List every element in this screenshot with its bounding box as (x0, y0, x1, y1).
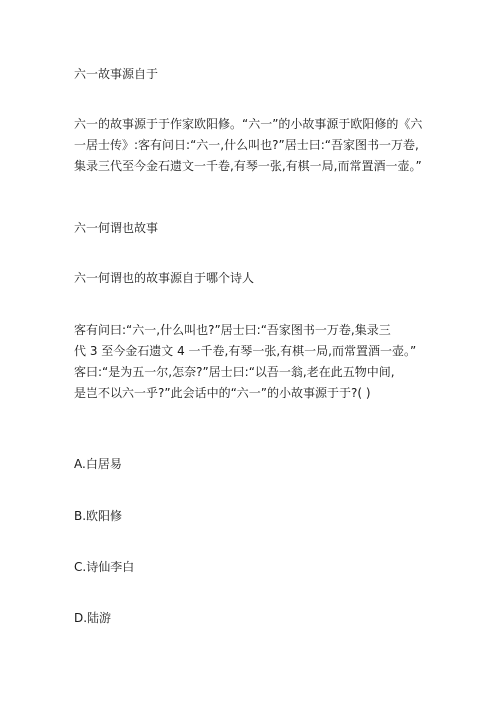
heading-story-text: 六一何谓也故事 (74, 221, 159, 235)
heading-poet-question-text: 六一何谓也的故事源自于哪个诗人 (74, 271, 255, 285)
option-a (74, 454, 430, 475)
paragraph-line: 代 3 至今金石遗文 4 一千卷,有琴一张,有棋一局,而常置酒一壶。” (74, 344, 417, 358)
heading-origin (74, 64, 430, 85)
paragraph-line: 是岂不以六一乎?”此会话中的“六一”的小故事源于于?( ) (74, 386, 371, 400)
option-c (74, 557, 430, 578)
heading-origin-text: 六一故事源自于 (74, 67, 159, 81)
paragraph-line: 一居士传》:客有问日:“六一,什么叫也?”居士曰:“吾家图书一万卷, (74, 138, 419, 152)
option-c-text: C.诗仙李白 (74, 560, 135, 574)
option-a-text: A.白居易 (74, 457, 122, 471)
heading-poet-question (74, 268, 430, 289)
paragraph-intro (74, 114, 430, 177)
paragraph-dialogue (74, 320, 430, 404)
option-d-text: D.陆游 (74, 611, 112, 625)
heading-story (74, 218, 430, 239)
paragraph-line: 客曰:“是为五一尔,怎奈?”居士曰:“以吾一翁,老在此五物中间, (74, 365, 395, 379)
option-b (74, 506, 430, 527)
paragraph-line: 客有问曰:“六一,什么叫也?”居士曰:“吾家图书一万卷,集录三 (74, 323, 391, 337)
paragraph-line: 集录三代至今金石遗文一千卷,有琴一张,有棋一局,而常置酒一壶。” (74, 159, 422, 173)
option-d (74, 608, 430, 629)
option-b-text: B.欧阳修 (74, 509, 123, 523)
paragraph-line: 六一的故事源于于作家欧阳修。“六一”的小故事源于欧阳修的《六 (74, 117, 423, 131)
